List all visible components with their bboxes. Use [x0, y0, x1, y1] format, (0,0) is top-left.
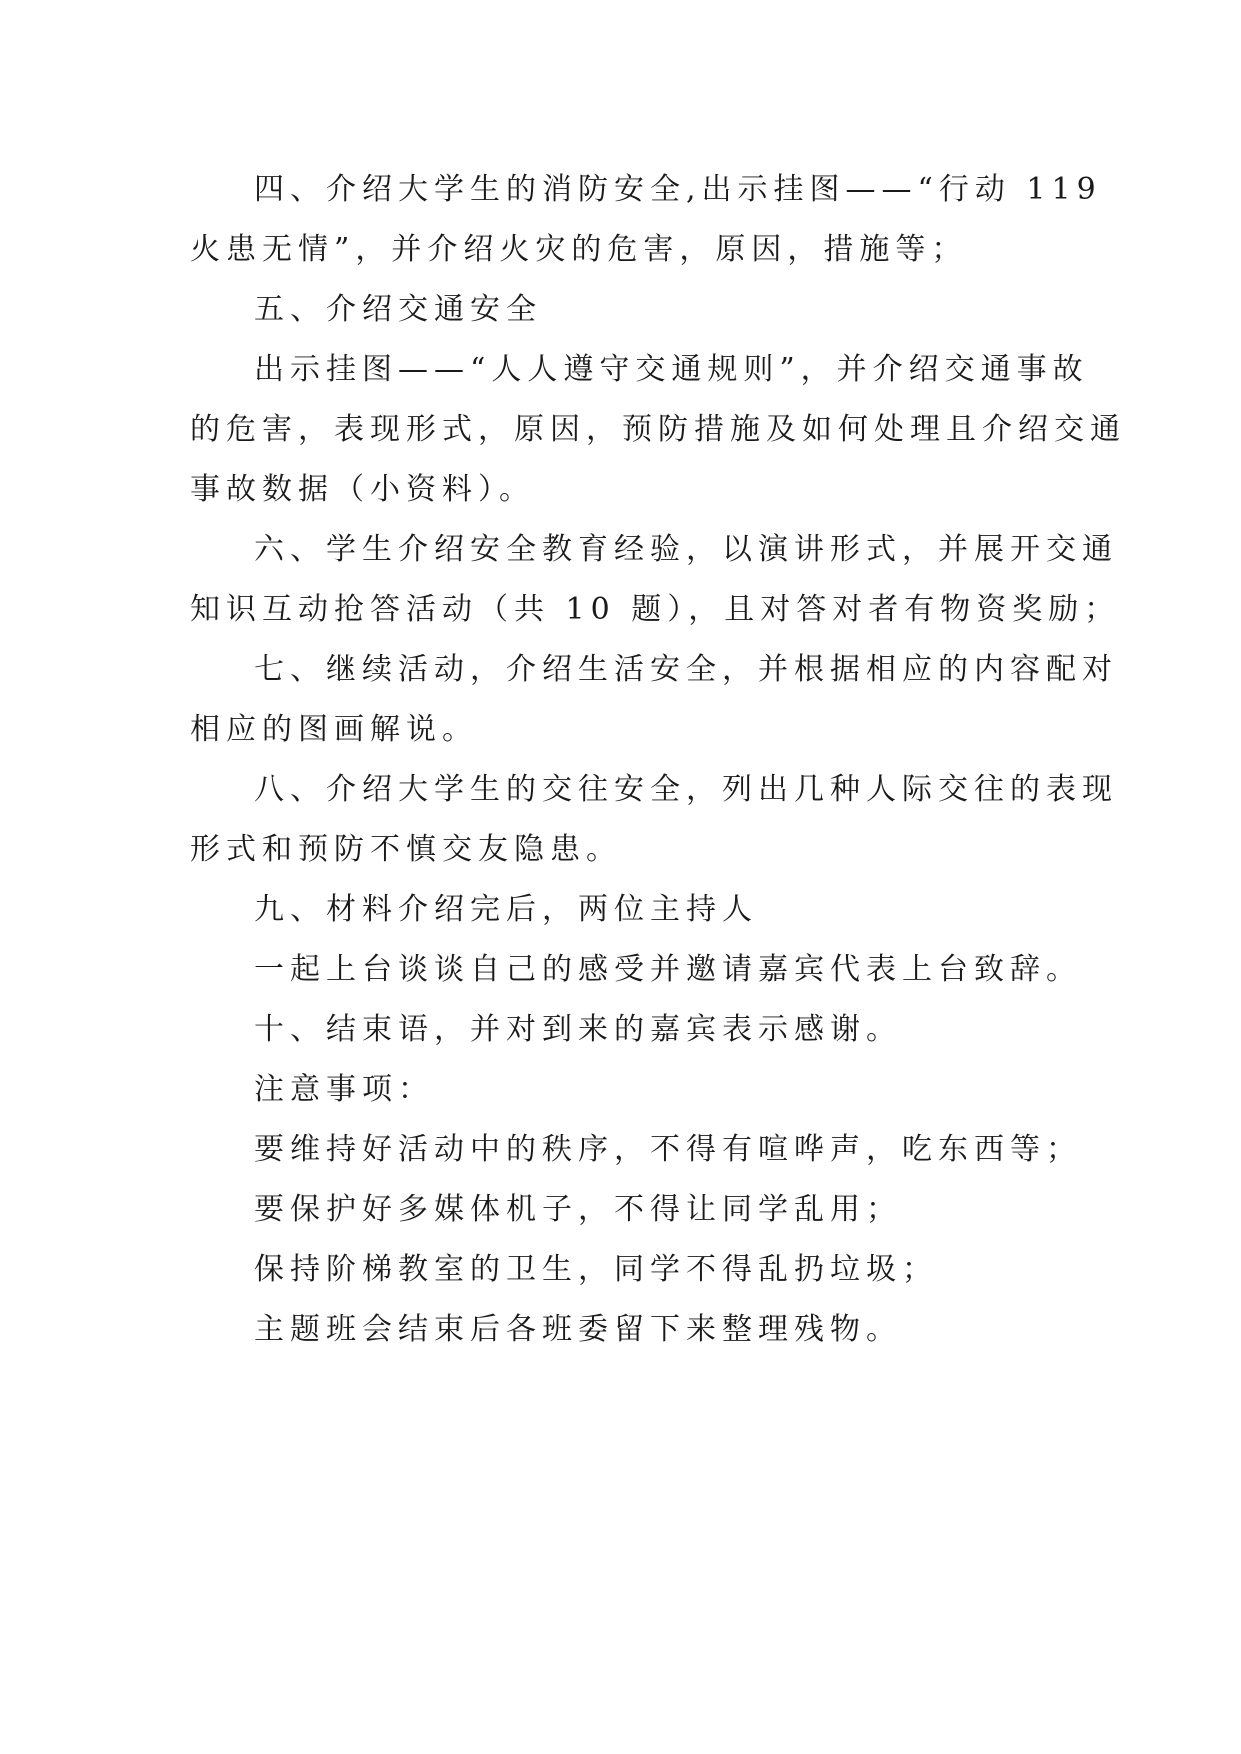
paragraph-line: 要维持好活动中的秩序，不得有喧哗声，吃东西等；: [254, 1132, 1082, 1167]
paragraph-line: 一起上台谈谈自己的感受并邀请嘉宾代表上台致辞。: [254, 952, 1082, 987]
paragraph-line: 六、学生介绍安全教育经验，以演讲形式，并展开交通: [254, 532, 1118, 567]
paragraph-line: 主题班会结束后各班委留下来整理残物。: [254, 1312, 902, 1347]
paragraph-line: 保持阶梯教室的卫生，同学不得乱扔垃圾；: [254, 1252, 938, 1287]
paragraph-line: 出示挂图——“人人遵守交通规则”，并介绍交通事故: [254, 352, 1089, 387]
paragraph-line: 火患无情”，并介绍火灾的危害，原因，措施等；: [190, 232, 968, 267]
paragraph-line: 的危害，表现形式，原因，预防措施及如何处理且介绍交通: [190, 412, 1126, 447]
document-body: [190, 160, 1126, 1360]
paragraph-line: 形式和预防不慎交友隐患。: [190, 832, 622, 867]
paragraph-line: 事故数据（小资料）。: [190, 472, 535, 507]
paragraph-line: 八、介绍大学生的交往安全，列出几种人际交往的表现: [254, 772, 1118, 807]
paragraph-line: 十、结束语，并对到来的嘉宾表示感谢。: [254, 1012, 902, 1047]
paragraph-line: 要保护好多媒体机子，不得让同学乱用；: [254, 1192, 902, 1227]
paragraph-line: 五、介绍交通安全: [254, 292, 542, 327]
paragraph-line: 九、材料介绍完后，两位主持人: [254, 892, 758, 927]
section-heading: 注意事项：: [254, 1072, 434, 1107]
paragraph-line: 四、介绍大学生的消防安全,出示挂图——“行动 119: [254, 172, 1102, 207]
paragraph-line: 知识互动抢答活动（共 10 题），且对答对者有物资奖励；: [190, 592, 1121, 627]
paragraph-line: 七、继续活动，介绍生活安全，并根据相应的内容配对: [254, 652, 1118, 687]
paragraph-line: 相应的图画解说。: [190, 712, 478, 747]
